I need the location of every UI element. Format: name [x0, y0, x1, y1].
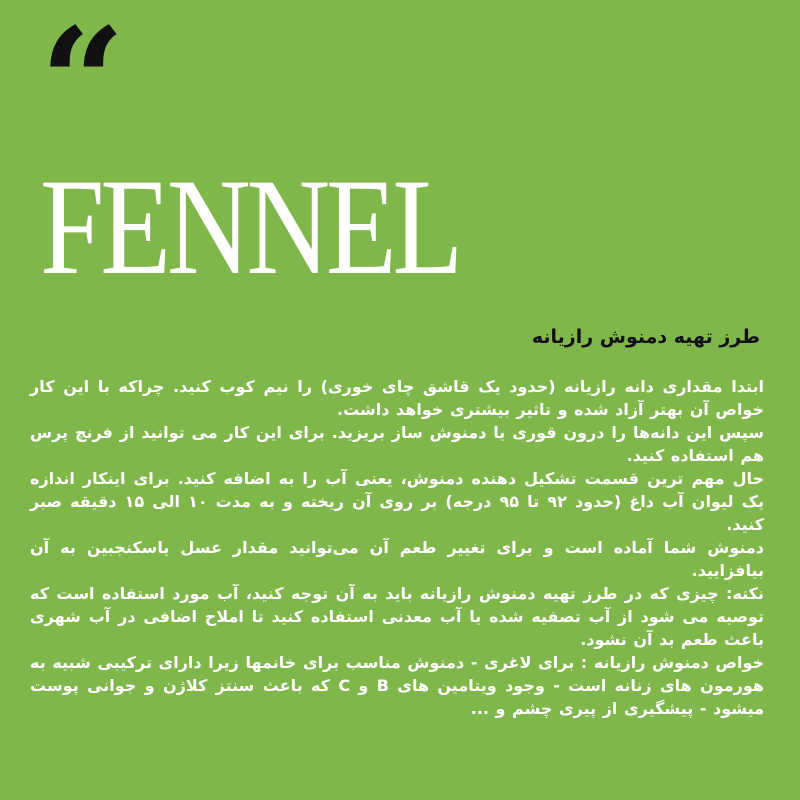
section-subtitle: طرز تهیه دمنوش رازیانه [531, 326, 760, 348]
quote-mark-icon: “ [40, 0, 108, 169]
paragraph-note: نکته: چیزی که در طرز تهیه دمنوش رازیانه باید به آن توجه کنید، آب مورد استفاده است که توصیه می شود از آب تصفیه شده یا آب معدنی استفاده کنید تا املاح اضافی در آب شهری باعث طعم بد آن نشود. [30, 584, 764, 649]
paragraph-water: حال مهم ترین قسمت تشکیل دهنده دمنوش، یعنی آب را به اضافه کنید. برای اینکار اندازه یک لیوان آب داغ (حدود ۹۲ تا ۹۵ درجه) بر روی آن ریخته و به مدت ۱۰ الی ۱۵ دقیقه صبر کنید. [30, 469, 765, 534]
paragraph-teapot: سپس این دانه‌ها را درون قوری یا دمنوش ساز بریزید. برای این کار می توانید از فرنچ پرس هم استفاده کنید. [30, 423, 764, 465]
paragraph-benefits: خواص دمنوش رازیانه : برای لاغری - دمنوش مناسب برای خانمها زیرا دارای ترکیبی شبیه به هورمون های زنانه است - وجود ویتامین های B و C که باعث سنتز کلاژن و جوانی پوست میشود - پیشگیری از پیری چشم و ... [30, 653, 764, 718]
page-title: FENNEL [40, 150, 460, 303]
body-text [30, 375, 764, 720]
paragraph-grind: ابتدا مقداری دانه رازیانه (حدود یک قاشق چای خوری) را نیم کوب کنید. چراکه با این کار خواص آن بهتر آزاد شده و تاثیر بیشتری خواهد داشت. [30, 377, 764, 419]
paragraph-ready: دمنوش شما آماده است و برای تغییر طعم آن می‌توانید مقدار عسل یاسکنجبین به آن بیافزایید. [30, 538, 764, 580]
